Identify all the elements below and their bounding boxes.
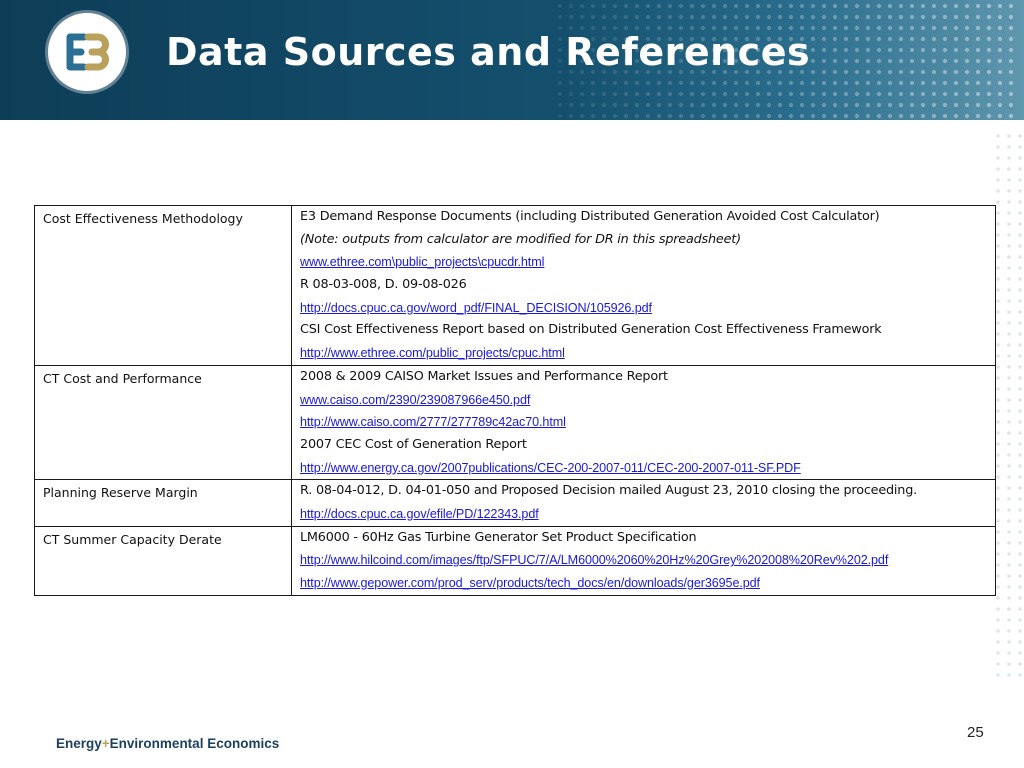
reference-text: E3 Demand Response Documents (including Distributed Generation Avoided Cost Calculator) (300, 209, 880, 224)
reference-link[interactable]: http://www.caiso.com/2777/277789c42ac70.html (300, 415, 566, 430)
row-sources (292, 206, 996, 366)
reference-text: R 08-03-008, D. 09-08-026 (300, 277, 467, 293)
reference-link[interactable]: http://www.ethree.com/public_projects/cpuc.html (300, 346, 565, 361)
reference-text: CSI Cost Effectiveness Report based on Distributed Generation Cost Effectiveness Framework (300, 322, 882, 338)
reference-link[interactable]: www.ethree.com\public_projects\cpucdr.html (300, 255, 545, 270)
reference-text: R. 08-04-012, D. 04-01-050 and Proposed Decision mailed August 23, 2010 closing the proceeding. (300, 483, 917, 499)
row-label: Planning Reserve Margin (35, 480, 292, 526)
row-sources (292, 480, 996, 526)
e3-logo-mark (48, 13, 126, 91)
row-label: Cost Effectiveness Methodology (35, 206, 292, 366)
footer-logo-part1: Energy (56, 736, 102, 751)
table-row (35, 365, 996, 479)
reference-note: (Note: outputs from calculator are modified for DR in this spreadsheet) (300, 231, 741, 247)
e3-logo-icon (48, 13, 126, 91)
page-number: 25 (967, 724, 984, 741)
slide-header (0, 0, 1024, 120)
row-label: CT Cost and Performance (35, 365, 292, 479)
references-table (34, 205, 996, 596)
reference-text: 2008 & 2009 CAISO Market Issues and Performance Report (300, 368, 668, 384)
reference-link[interactable]: http://www.hilcoind.com/images/ftp/SFPUC/7/A/LM6000%2060%20Hz%20Grey%202008%20Rev%202.pdf (300, 553, 889, 568)
footer-company-logo (56, 736, 279, 751)
side-dot-pattern (992, 130, 1024, 690)
table-row (35, 206, 996, 366)
row-label: CT Summer Capacity Derate (35, 526, 292, 595)
table-row (35, 526, 996, 595)
reference-text: 2007 CEC Cost of Generation Report (300, 436, 527, 452)
footer-logo-part2: Environmental Economics (109, 736, 280, 751)
reference-link[interactable]: http://www.gepower.com/prod_serv/products/tech_docs/en/downloads/ger3695e.pdf (300, 576, 760, 590)
row-sources (292, 365, 996, 479)
slide-title: Data Sources and References (166, 30, 811, 74)
reference-text: LM6000 - 60Hz Gas Turbine Generator Set Product Specification (300, 529, 697, 545)
reference-link[interactable]: http://www.energy.ca.gov/2007publications/CEC-200-2007-011/CEC-200-2007-011-SF.PDF (300, 460, 801, 475)
footer-logo-plus: + (101, 736, 110, 751)
reference-link[interactable]: http://docs.cpuc.ca.gov/efile/PD/122343.pdf (300, 506, 539, 521)
reference-link[interactable]: www.caiso.com/2390/239087966e450.pdf (300, 392, 531, 407)
row-sources (292, 526, 996, 595)
table-row (35, 480, 996, 526)
reference-link[interactable]: http://docs.cpuc.ca.gov/word_pdf/FINAL_DECISION/105926.pdf (300, 300, 652, 315)
